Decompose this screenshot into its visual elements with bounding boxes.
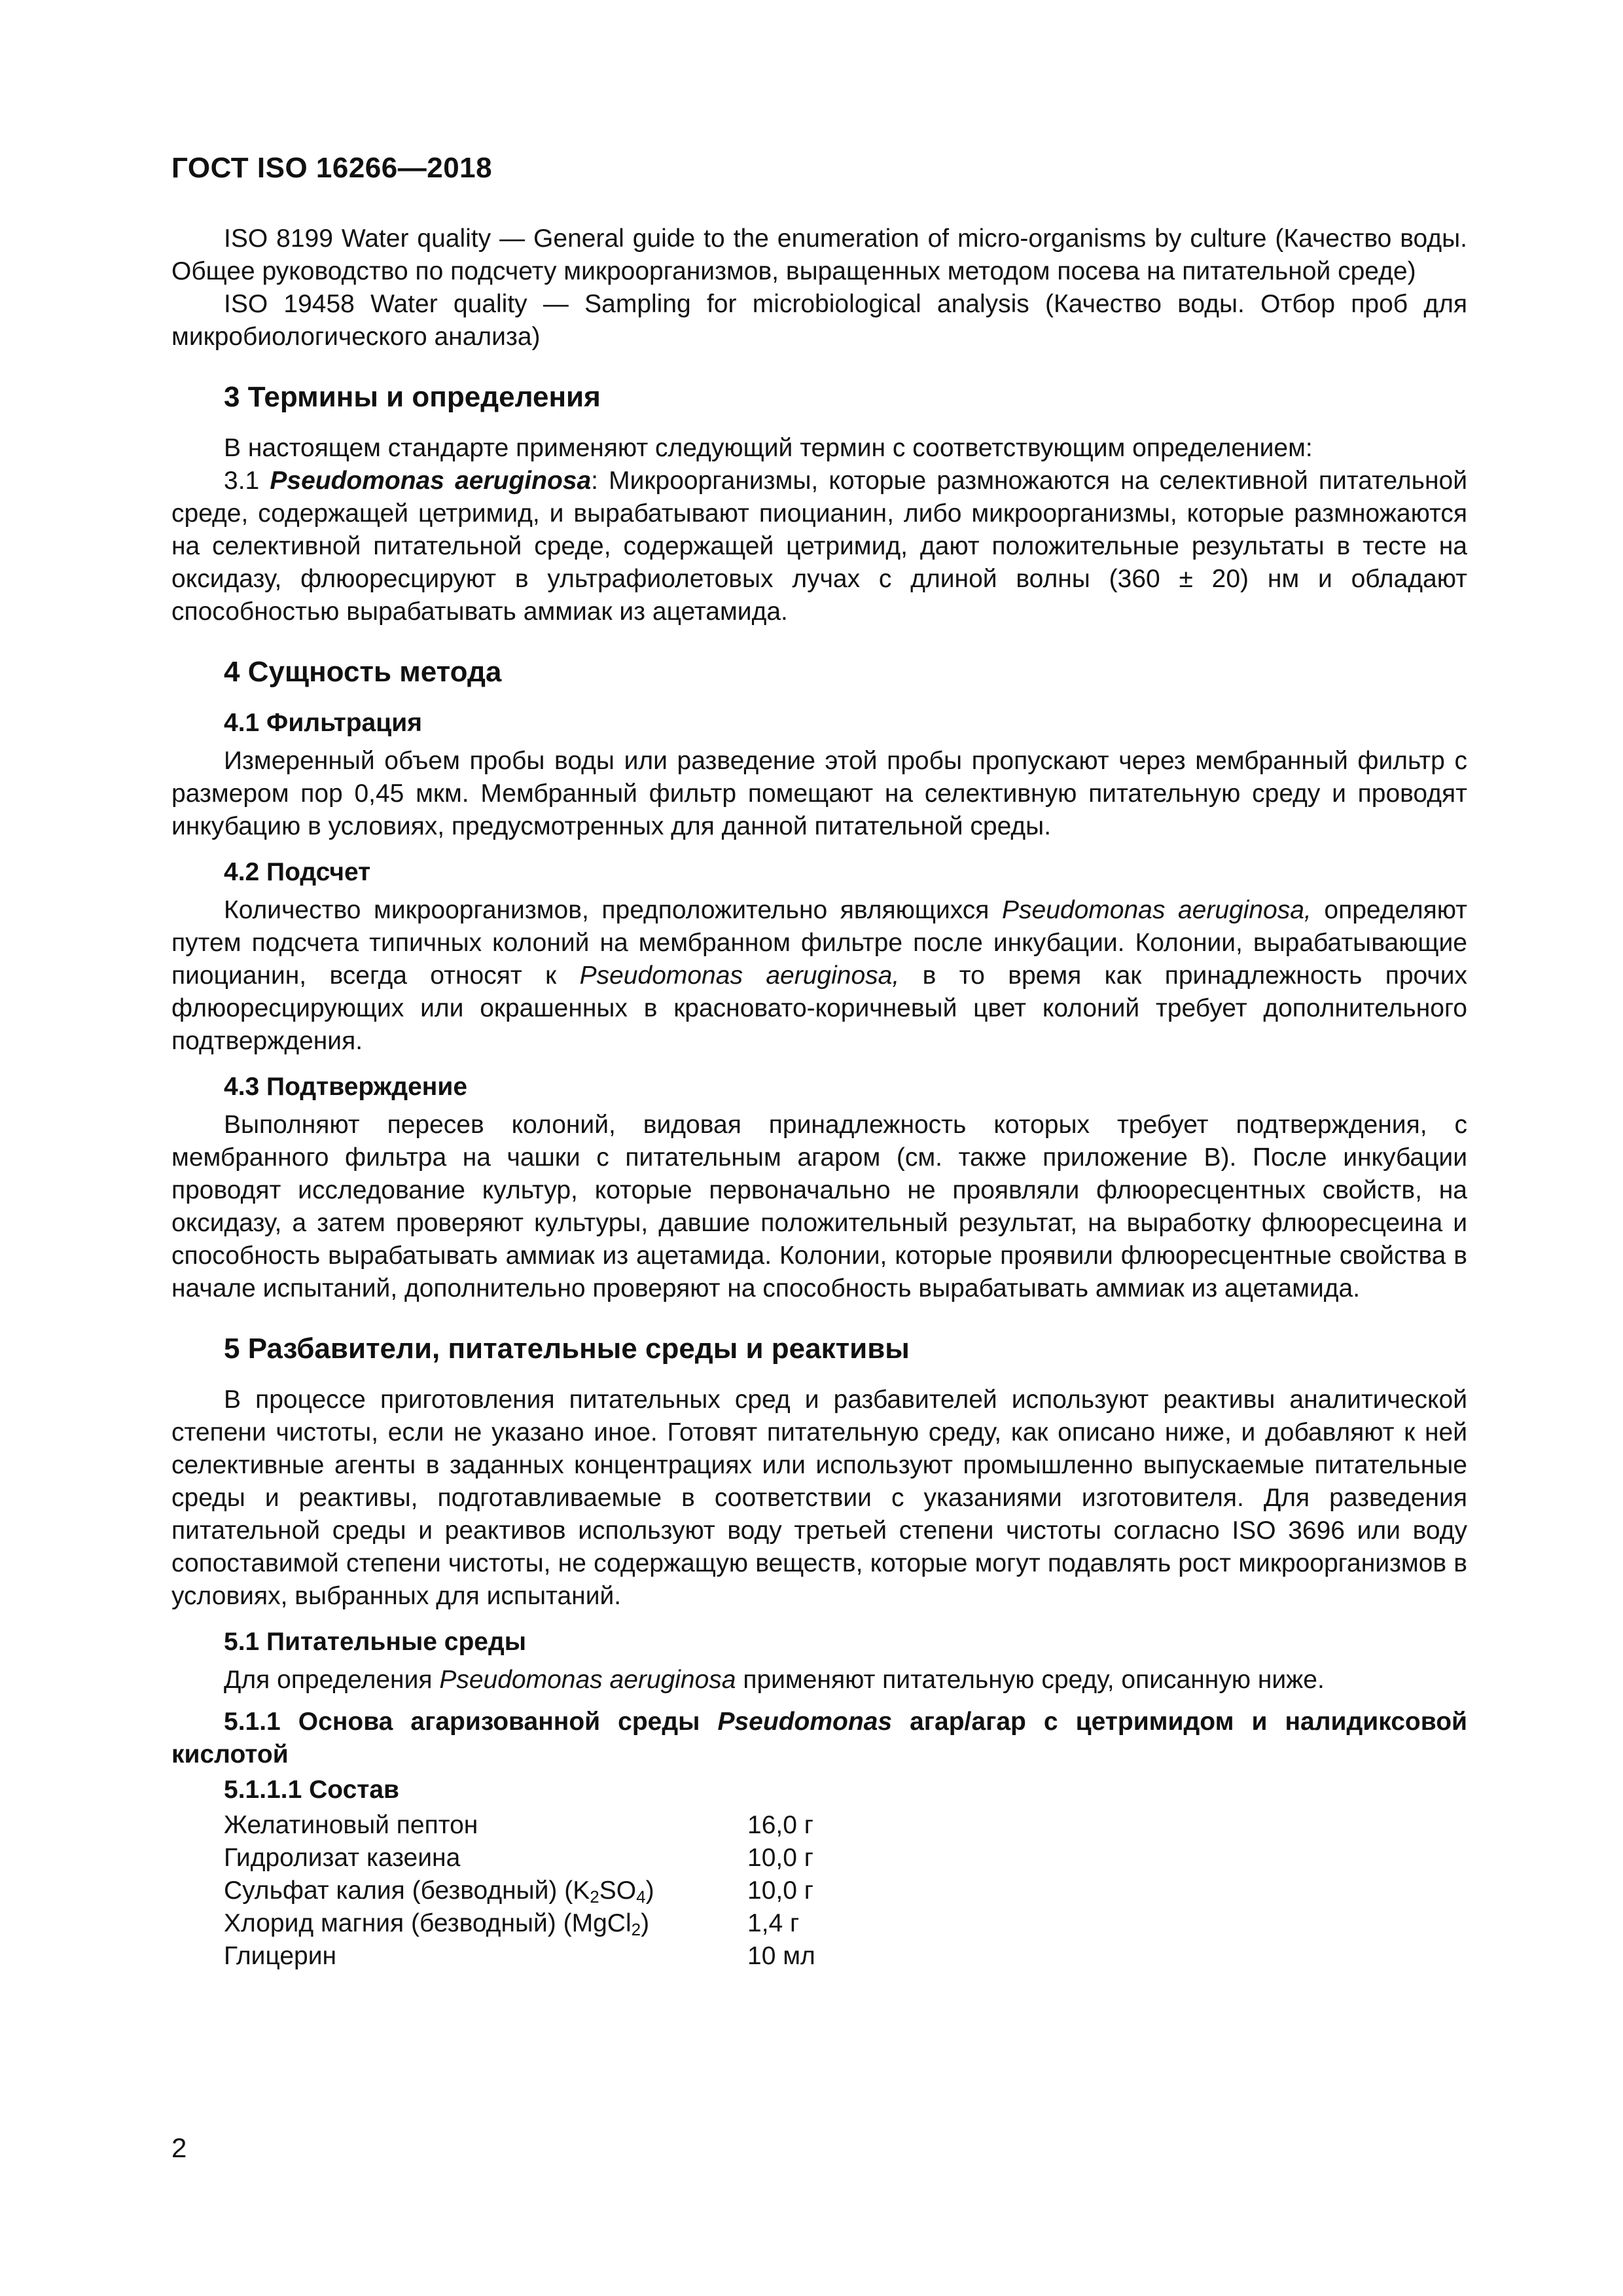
section-5-1-title: 5.1 Питательные среды (224, 1628, 527, 1656)
section-5-1-1-1-title: 5.1.1.1 Состав (224, 1776, 400, 1804)
section-4-2-title: 4.2 Подсчет (224, 858, 371, 886)
section-4-3-text: Выполняют пересев колоний, видовая принадлежность которых требует подтверждения, с мембранного фильтра на чашки с питательным агаром (см. также приложение В). После инкубации проводят исследование культур, которые первоначально не проявляли флюоресцентных свойств, на оксидазу, а затем проверяют культуры, давшие положительный результат, на выработку флюоресцеина и способность вырабатывать аммиак из ацетамида. Колонии, которые проявили флюоресцентные свойства в начале испытаний, дополнительно проверяют на способность вырабатывать аммиак из ацетамида. (171, 1111, 1467, 1302)
section-4-3-title: 4.3 Подтверждение (224, 1073, 468, 1101)
ingredient-name: Хлорид магния (безводный) (MgCl$_2$) (224, 1909, 650, 1939)
section-5-title: 5 Разбавители, питательные среды и реактивы (224, 1333, 910, 1365)
definition-number: 3.1 (224, 467, 270, 495)
composition-row (224, 1874, 1467, 1907)
reference-iso-19458: ISO 19458 Water quality — Sampling for microbiological analysis (Качество воды. Отбор проб для микробиологического анализа) (171, 290, 1467, 351)
species-term: Pseudomonas aeruginosa, (579, 961, 900, 990)
ingredient-amount: 16,0 г (747, 1811, 813, 1839)
document-body (171, 223, 1467, 1973)
reference-iso-8199: ISO 8199 Water quality — General guide to the enumeration of micro-organisms by culture (Качество воды. Общее руководство по подсчету микроорганизмов, выращенных методом посева на питательной среде) (171, 224, 1467, 285)
definition-3-1 (171, 465, 1467, 628)
section-4-1-title: 4.1 Фильтрация (224, 709, 422, 737)
section-4-2-text: Количество микроорганизмов, предположительно являющихся Pseudomonas aeruginosa, определяют путем подсчета типичных колоний на мембранном фильтре после инкубации. Колонии, вырабатывающие пиоцианин, всегда относят к Pseudomonas aeruginosa, в то время как принадлежность прочих флюоресцирующих или окрашенных в красновато-коричневый цвет колоний требует дополнительного подтверждения. (171, 896, 1468, 1055)
ingredient-amount: 10,0 г (747, 1876, 813, 1905)
ingredient-name: Сульфат калия (безводный) $(K_2SO_4)$ (224, 1876, 654, 1907)
page-number: 2 (171, 2132, 187, 2163)
section-4-1-text: Измеренный объем пробы воды или разведение этой пробы пропускают через мембранный фильтр с размером пор 0,45 мкм. Мембранный фильтр помещают на селективную питательную среду и проводят инкубацию в условиях, предусмотренных для данной питательной среды. (171, 747, 1467, 840)
section-3-title: 3 Термины и определения (224, 381, 601, 413)
ingredient-name: Желатиновый пептон (224, 1811, 478, 1839)
ingredient-amount: 1,4 г (747, 1909, 800, 1937)
section-3-intro: В настоящем стандарте применяют следующий термин с соответствующим определением: (224, 434, 1313, 462)
section-4-title: 4 Сущность метода (224, 656, 502, 688)
ingredient-amount: 10,0 г (747, 1844, 813, 1872)
definition-term: Pseudomonas aeruginosa (270, 467, 592, 495)
composition-row (224, 1842, 1467, 1874)
ingredient-name: Глицерин (224, 1942, 337, 1970)
composition-row (224, 1940, 1467, 1973)
species-term: Pseudomonas aeruginosa, (1002, 896, 1311, 924)
section-5-1-text: Для определения Pseudomonas aeruginosa применяют питательную среду, описанную ниже. (224, 1666, 1325, 1694)
species-term: Pseudomonas aeruginosa (439, 1666, 736, 1694)
genus-term: Pseudomonas (717, 1708, 893, 1736)
composition-row (224, 1907, 1467, 1940)
section-5-text: В процессе приготовления питательных сред и разбавителей используют реактивы аналитической степени чистоты, если не указано иное. Готовят питательную среду, как описано ниже, и добавляют к ней селективные агенты в заданных концентрациях или используют промышленно выпускаемые питательные среды и реактивы, подготавливаемые в соответствии с указаниями изготовителя. Для разведения питательной среды и реактивов используют воду третьей степени чистоты согласно ISO 3696 или воду сопоставимой степени чистоты, не содержащую веществ, которые могут подавлять рост микроорганизмов в условиях, выбранных для испытаний. (171, 1386, 1467, 1610)
ingredient-name: Гидролизат казеина (224, 1844, 461, 1872)
document-header: ГОСТ ISO 16266—2018 (171, 152, 493, 184)
section-5-1-1-title: 5.1.1 Основа агаризованной среды Pseudomonas агар/агар с цетримидом и налидиксовой кислотой (171, 1708, 1467, 1768)
composition-table (224, 1809, 1467, 1973)
ingredient-amount: 10 мл (747, 1942, 815, 1970)
definition-text: : Микроорганизмы, которые размножаются на селективной питательной среде, содержащей цетримид, и вырабатывают пиоцианин, либо микроорганизмы, которые размножаются на селективной питательной среде, содержащей цетримид, дают положительные результаты в тесте на оксидазу, флюоресцируют в ультрафиолетовых лучах с длиной волны (360 ± 20) нм и обладают способностью вырабатывать аммиак из ацетамида. (171, 467, 1467, 626)
composition-row (224, 1809, 1467, 1842)
